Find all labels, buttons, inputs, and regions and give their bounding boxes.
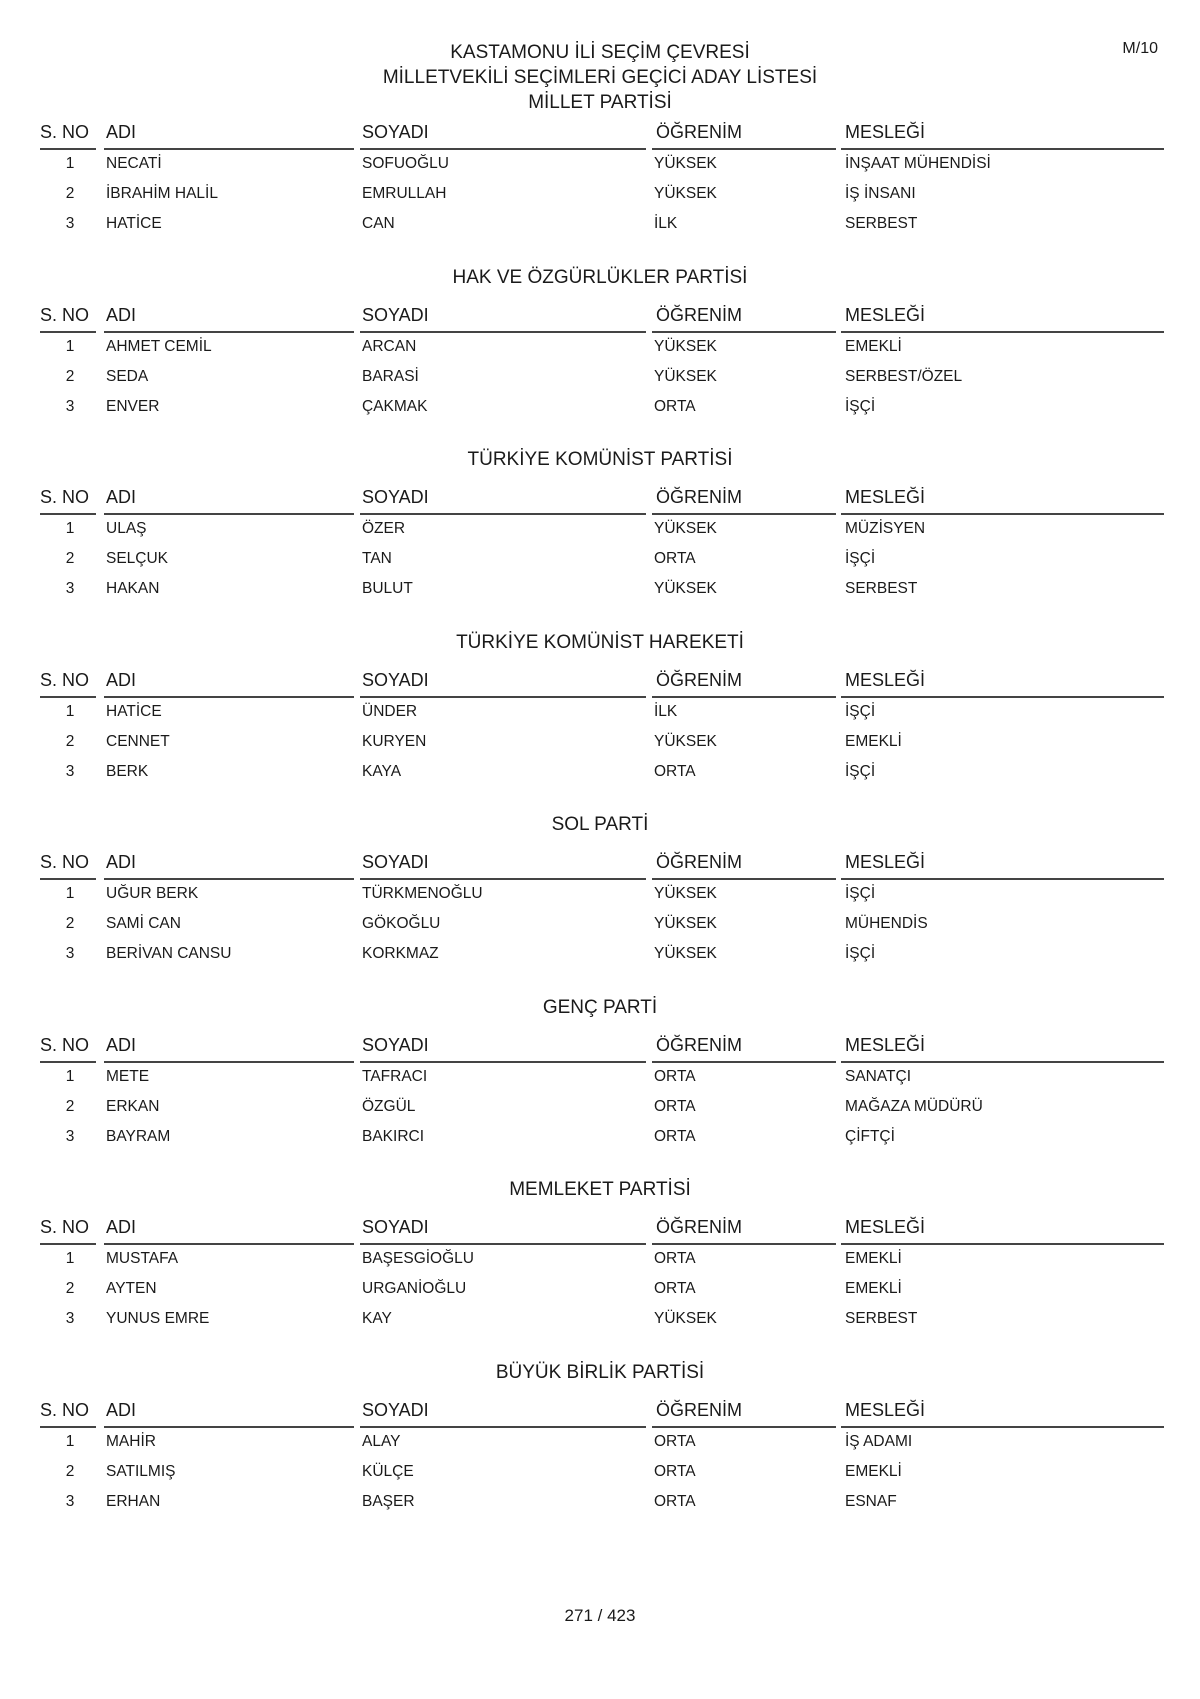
column-header: SOYADI <box>362 122 429 142</box>
table-row <box>0 574 1200 604</box>
candidate-profession: EMEKLİ <box>845 1250 902 1267</box>
header-line-1: KASTAMONU İLİ SEÇİM ÇEVRESİ <box>450 42 750 63</box>
column-header: ADI <box>106 1399 137 1420</box>
candidate-number: 3 <box>65 1310 75 1327</box>
candidate-number: 3 <box>65 580 75 597</box>
candidate-last-name: URGANİOĞLU <box>362 1280 467 1297</box>
table-header-row <box>0 665 1200 697</box>
candidate-profession: İŞÇİ <box>845 702 876 720</box>
candidate-last-name: KÜLÇE <box>362 1462 414 1480</box>
column-header: ÖĞRENİM <box>656 669 743 690</box>
column-header: S. NO <box>40 852 90 872</box>
candidate-number: 3 <box>65 1127 75 1145</box>
table-header-row <box>0 482 1200 514</box>
candidate-last-name: ÖZGÜL <box>362 1097 416 1115</box>
column-header: SOYADI <box>362 852 429 872</box>
table-row <box>0 1244 1200 1274</box>
candidate-number: 3 <box>65 1492 75 1510</box>
candidate-first-name: ULAŞ <box>106 520 147 537</box>
column-header: SOYADI <box>362 669 429 690</box>
table-header-row <box>0 1030 1200 1062</box>
candidate-number: 1 <box>65 520 75 537</box>
candidate-profession: İNŞAAT MÜHENDİSİ <box>845 155 991 172</box>
candidate-education: İLK <box>654 702 678 720</box>
candidate-education: YÜKSEK <box>654 1310 717 1327</box>
column-header: MESLEĞİ <box>845 304 926 325</box>
table-row <box>0 727 1200 757</box>
table-row <box>0 514 1200 544</box>
candidate-first-name: MUSTAFA <box>106 1250 179 1267</box>
table-header-row <box>0 1212 1200 1244</box>
table-row <box>0 1092 1200 1122</box>
table-row <box>0 179 1200 209</box>
candidate-first-name: UĞUR BERK <box>106 885 199 902</box>
candidate-number: 1 <box>65 155 75 172</box>
candidate-last-name: TAN <box>362 550 392 567</box>
candidate-first-name: ERHAN <box>106 1492 161 1510</box>
candidate-last-name: SOFUOĞLU <box>362 155 449 172</box>
candidate-first-name: MAHİR <box>106 1432 156 1450</box>
candidate-number: 3 <box>65 762 75 780</box>
table-header-row <box>0 1395 1200 1427</box>
candidate-profession: MAĞAZA MÜDÜRÜ <box>845 1097 983 1115</box>
candidate-number: 1 <box>65 1067 75 1085</box>
column-header: MESLEĞİ <box>845 1399 926 1420</box>
column-header: ÖĞRENİM <box>656 304 743 325</box>
candidate-last-name: BAŞESGİOĞLU <box>362 1250 474 1267</box>
candidate-profession: SERBEST <box>845 1310 918 1327</box>
column-header: SOYADI <box>362 1034 429 1055</box>
party-section <box>0 1361 1200 1578</box>
candidate-last-name: ÇAKMAK <box>362 397 428 415</box>
table-row <box>0 1427 1200 1457</box>
candidate-number: 2 <box>65 1462 75 1480</box>
candidate-education: İLK <box>654 215 678 232</box>
column-header: MESLEĞİ <box>845 669 926 690</box>
candidate-education: ORTA <box>654 1432 696 1450</box>
candidate-first-name: NECATİ <box>106 155 162 172</box>
column-header: ÖĞRENİM <box>656 852 743 872</box>
candidate-first-name: SATILMIŞ <box>106 1462 176 1480</box>
candidate-profession: İŞÇİ <box>845 885 876 902</box>
candidate-first-name: HATİCE <box>106 215 162 232</box>
candidate-profession: ÇİFTÇİ <box>845 1127 895 1145</box>
party-title: SOL PARTİ <box>551 814 649 835</box>
candidate-education: ORTA <box>654 1280 696 1297</box>
candidate-education: ORTA <box>654 550 696 567</box>
candidate-number: 2 <box>65 550 75 567</box>
candidate-profession: EMEKLİ <box>845 732 902 750</box>
column-header: ÖĞRENİM <box>656 487 743 507</box>
candidate-last-name: CAN <box>362 215 395 232</box>
candidate-number: 3 <box>65 397 75 415</box>
candidate-education: ORTA <box>654 1462 696 1480</box>
column-header: ÖĞRENİM <box>656 1034 743 1055</box>
table-row <box>0 392 1200 422</box>
column-header: S. NO <box>40 1034 90 1055</box>
candidate-profession: SERBEST/ÖZEL <box>845 367 963 385</box>
column-header: ÖĞRENİM <box>656 122 743 142</box>
column-header: MESLEĞİ <box>845 122 926 142</box>
candidate-number: 2 <box>65 915 75 932</box>
column-header: SOYADI <box>362 1399 429 1420</box>
page-number: 271 / 423 <box>564 1606 636 1625</box>
candidate-profession: EMEKLİ <box>845 1462 902 1480</box>
candidate-number: 2 <box>65 1097 75 1115</box>
candidate-education: ORTA <box>654 1127 696 1145</box>
table-row <box>0 1487 1200 1517</box>
candidate-profession: İŞÇİ <box>845 762 876 780</box>
column-header: MESLEĞİ <box>845 487 926 507</box>
table-header-row <box>0 847 1200 879</box>
table-row <box>0 362 1200 392</box>
candidate-profession: İŞÇİ <box>845 550 876 567</box>
candidate-number: 1 <box>65 1432 75 1450</box>
column-header: ÖĞRENİM <box>656 1217 743 1237</box>
candidate-first-name: BERİVAN CANSU <box>106 945 232 962</box>
candidate-last-name: KAY <box>362 1310 392 1327</box>
candidate-last-name: KURYEN <box>362 732 427 750</box>
candidate-last-name: EMRULLAH <box>362 185 447 202</box>
column-header: ADI <box>106 1034 137 1055</box>
header-party-name: MİLLET PARTİSİ <box>528 92 672 113</box>
table-row <box>0 149 1200 179</box>
party-title: HAK VE ÖZGÜRLÜKLER PARTİSİ <box>452 266 748 288</box>
table-row <box>0 1062 1200 1092</box>
candidate-first-name: BAYRAM <box>106 1127 171 1145</box>
party-sections <box>0 117 1200 1577</box>
candidate-last-name: BAŞER <box>362 1492 415 1510</box>
candidate-number: 1 <box>65 885 75 902</box>
candidate-profession: ESNAF <box>845 1492 897 1510</box>
candidate-first-name: AHMET CEMİL <box>106 337 212 355</box>
candidate-last-name: GÖKOĞLU <box>362 915 441 932</box>
column-header: S. NO <box>40 304 90 325</box>
candidate-last-name: KAYA <box>362 762 402 780</box>
table-row <box>0 909 1200 939</box>
candidate-education: YÜKSEK <box>654 915 717 932</box>
candidate-profession: EMEKLİ <box>845 1280 902 1297</box>
candidate-last-name: TÜRKMENOĞLU <box>362 885 483 902</box>
candidate-first-name: ERKAN <box>106 1097 160 1115</box>
candidate-number: 2 <box>65 732 75 750</box>
column-header: ADI <box>106 1217 137 1237</box>
candidate-education: YÜKSEK <box>654 885 717 902</box>
candidate-number: 3 <box>65 945 75 962</box>
candidate-first-name: METE <box>106 1067 150 1085</box>
table-row <box>0 1304 1200 1334</box>
candidate-first-name: SELÇUK <box>106 550 169 567</box>
table-row <box>0 332 1200 362</box>
candidate-profession: İŞÇİ <box>845 945 876 962</box>
candidate-first-name: BERK <box>106 762 149 780</box>
candidate-last-name: ÖZER <box>362 520 406 537</box>
candidate-last-name: ALAY <box>362 1432 401 1450</box>
candidate-education: YÜKSEK <box>654 732 717 750</box>
table-row <box>0 209 1200 239</box>
candidate-profession: SERBEST <box>845 215 918 232</box>
candidate-number: 2 <box>65 367 75 385</box>
column-header: S. NO <box>40 1399 90 1420</box>
candidate-first-name: HATİCE <box>106 702 162 720</box>
header-line-2: MİLLETVEKİLİ SEÇİMLERİ GEÇİCİ ADAY LİSTESİ <box>382 67 818 88</box>
candidate-number: 1 <box>65 1250 75 1267</box>
candidate-number: 3 <box>65 215 75 232</box>
table-row <box>0 757 1200 787</box>
candidate-education: YÜKSEK <box>654 185 717 202</box>
candidate-profession: SANATÇI <box>845 1067 912 1085</box>
document-header <box>0 40 1200 115</box>
column-header: ÖĞRENİM <box>656 1399 743 1420</box>
column-header: ADI <box>106 487 137 507</box>
column-header: S. NO <box>40 669 90 690</box>
column-header: ADI <box>106 304 137 325</box>
candidate-education: YÜKSEK <box>654 367 717 385</box>
candidate-first-name: HAKAN <box>106 580 160 597</box>
party-title: TÜRKİYE KOMÜNİST HAREKETİ <box>456 631 744 653</box>
candidate-first-name: ENVER <box>106 397 160 415</box>
page-code: M/10 <box>1122 40 1158 57</box>
candidate-education: YÜKSEK <box>654 580 717 597</box>
candidate-education: YÜKSEK <box>654 155 717 172</box>
candidate-education: ORTA <box>654 762 696 780</box>
candidate-education: YÜKSEK <box>654 945 717 962</box>
candidate-last-name: ÜNDER <box>362 702 418 720</box>
candidate-first-name: CENNET <box>106 732 170 750</box>
candidate-last-name: BULUT <box>362 580 413 597</box>
table-header-row <box>0 117 1200 149</box>
party-title: BÜYÜK BİRLİK PARTİSİ <box>495 1361 705 1383</box>
table-row <box>0 879 1200 909</box>
candidate-first-name: AYTEN <box>106 1280 157 1297</box>
column-header: ADI <box>106 852 137 872</box>
candidate-profession: EMEKLİ <box>845 337 902 355</box>
party-title: MEMLEKET PARTİSİ <box>509 1179 691 1200</box>
candidate-profession: İŞÇİ <box>845 397 876 415</box>
table-row <box>0 1122 1200 1152</box>
column-header: SOYADI <box>362 1217 429 1237</box>
candidate-education: ORTA <box>654 1067 696 1085</box>
candidate-education: YÜKSEK <box>654 520 717 537</box>
candidate-profession: SERBEST <box>845 580 918 597</box>
candidate-last-name: BAKIRCI <box>362 1127 425 1145</box>
candidate-number: 1 <box>65 702 75 720</box>
table-row <box>0 544 1200 574</box>
table-row <box>0 939 1200 969</box>
candidate-first-name: İBRAHİM HALİL <box>106 185 218 202</box>
candidate-last-name: KORKMAZ <box>362 945 439 962</box>
column-header: SOYADI <box>362 304 429 325</box>
column-header: ADI <box>106 669 137 690</box>
column-header: ADI <box>106 122 137 142</box>
candidate-education: ORTA <box>654 1492 696 1510</box>
candidate-education: ORTA <box>654 1097 696 1115</box>
column-header: SOYADI <box>362 487 429 507</box>
party-title: TÜRKİYE KOMÜNİST PARTİSİ <box>467 449 733 470</box>
candidate-education: ORTA <box>654 1250 696 1267</box>
candidate-first-name: YUNUS EMRE <box>106 1310 210 1327</box>
candidate-last-name: TAFRACI <box>362 1067 428 1085</box>
candidate-education: ORTA <box>654 397 696 415</box>
column-header: S. NO <box>40 122 90 142</box>
candidate-education: YÜKSEK <box>654 337 717 355</box>
candidate-number: 1 <box>65 337 75 355</box>
candidate-number: 2 <box>65 1280 75 1297</box>
column-header: MESLEĞİ <box>845 1217 926 1237</box>
column-header: S. NO <box>40 1217 90 1237</box>
candidate-first-name: SEDA <box>106 367 149 385</box>
candidate-number: 2 <box>65 185 75 202</box>
candidate-profession: İŞ ADAMI <box>845 1432 913 1450</box>
candidate-profession: İŞ İNSANI <box>845 185 916 202</box>
table-row <box>0 1457 1200 1487</box>
table-header-row <box>0 300 1200 332</box>
candidate-last-name: BARASİ <box>362 367 419 385</box>
column-header: S. NO <box>40 487 90 507</box>
party-title: GENÇ PARTİ <box>542 996 658 1018</box>
candidate-last-name: ARCAN <box>362 337 417 355</box>
table-row <box>0 697 1200 727</box>
candidate-profession: MÜHENDİS <box>845 915 928 932</box>
column-header: MESLEĞİ <box>845 852 926 872</box>
candidate-profession: MÜZİSYEN <box>845 520 926 537</box>
candidate-first-name: SAMİ CAN <box>106 915 181 932</box>
column-header: MESLEĞİ <box>845 1034 926 1055</box>
table-row <box>0 1274 1200 1304</box>
